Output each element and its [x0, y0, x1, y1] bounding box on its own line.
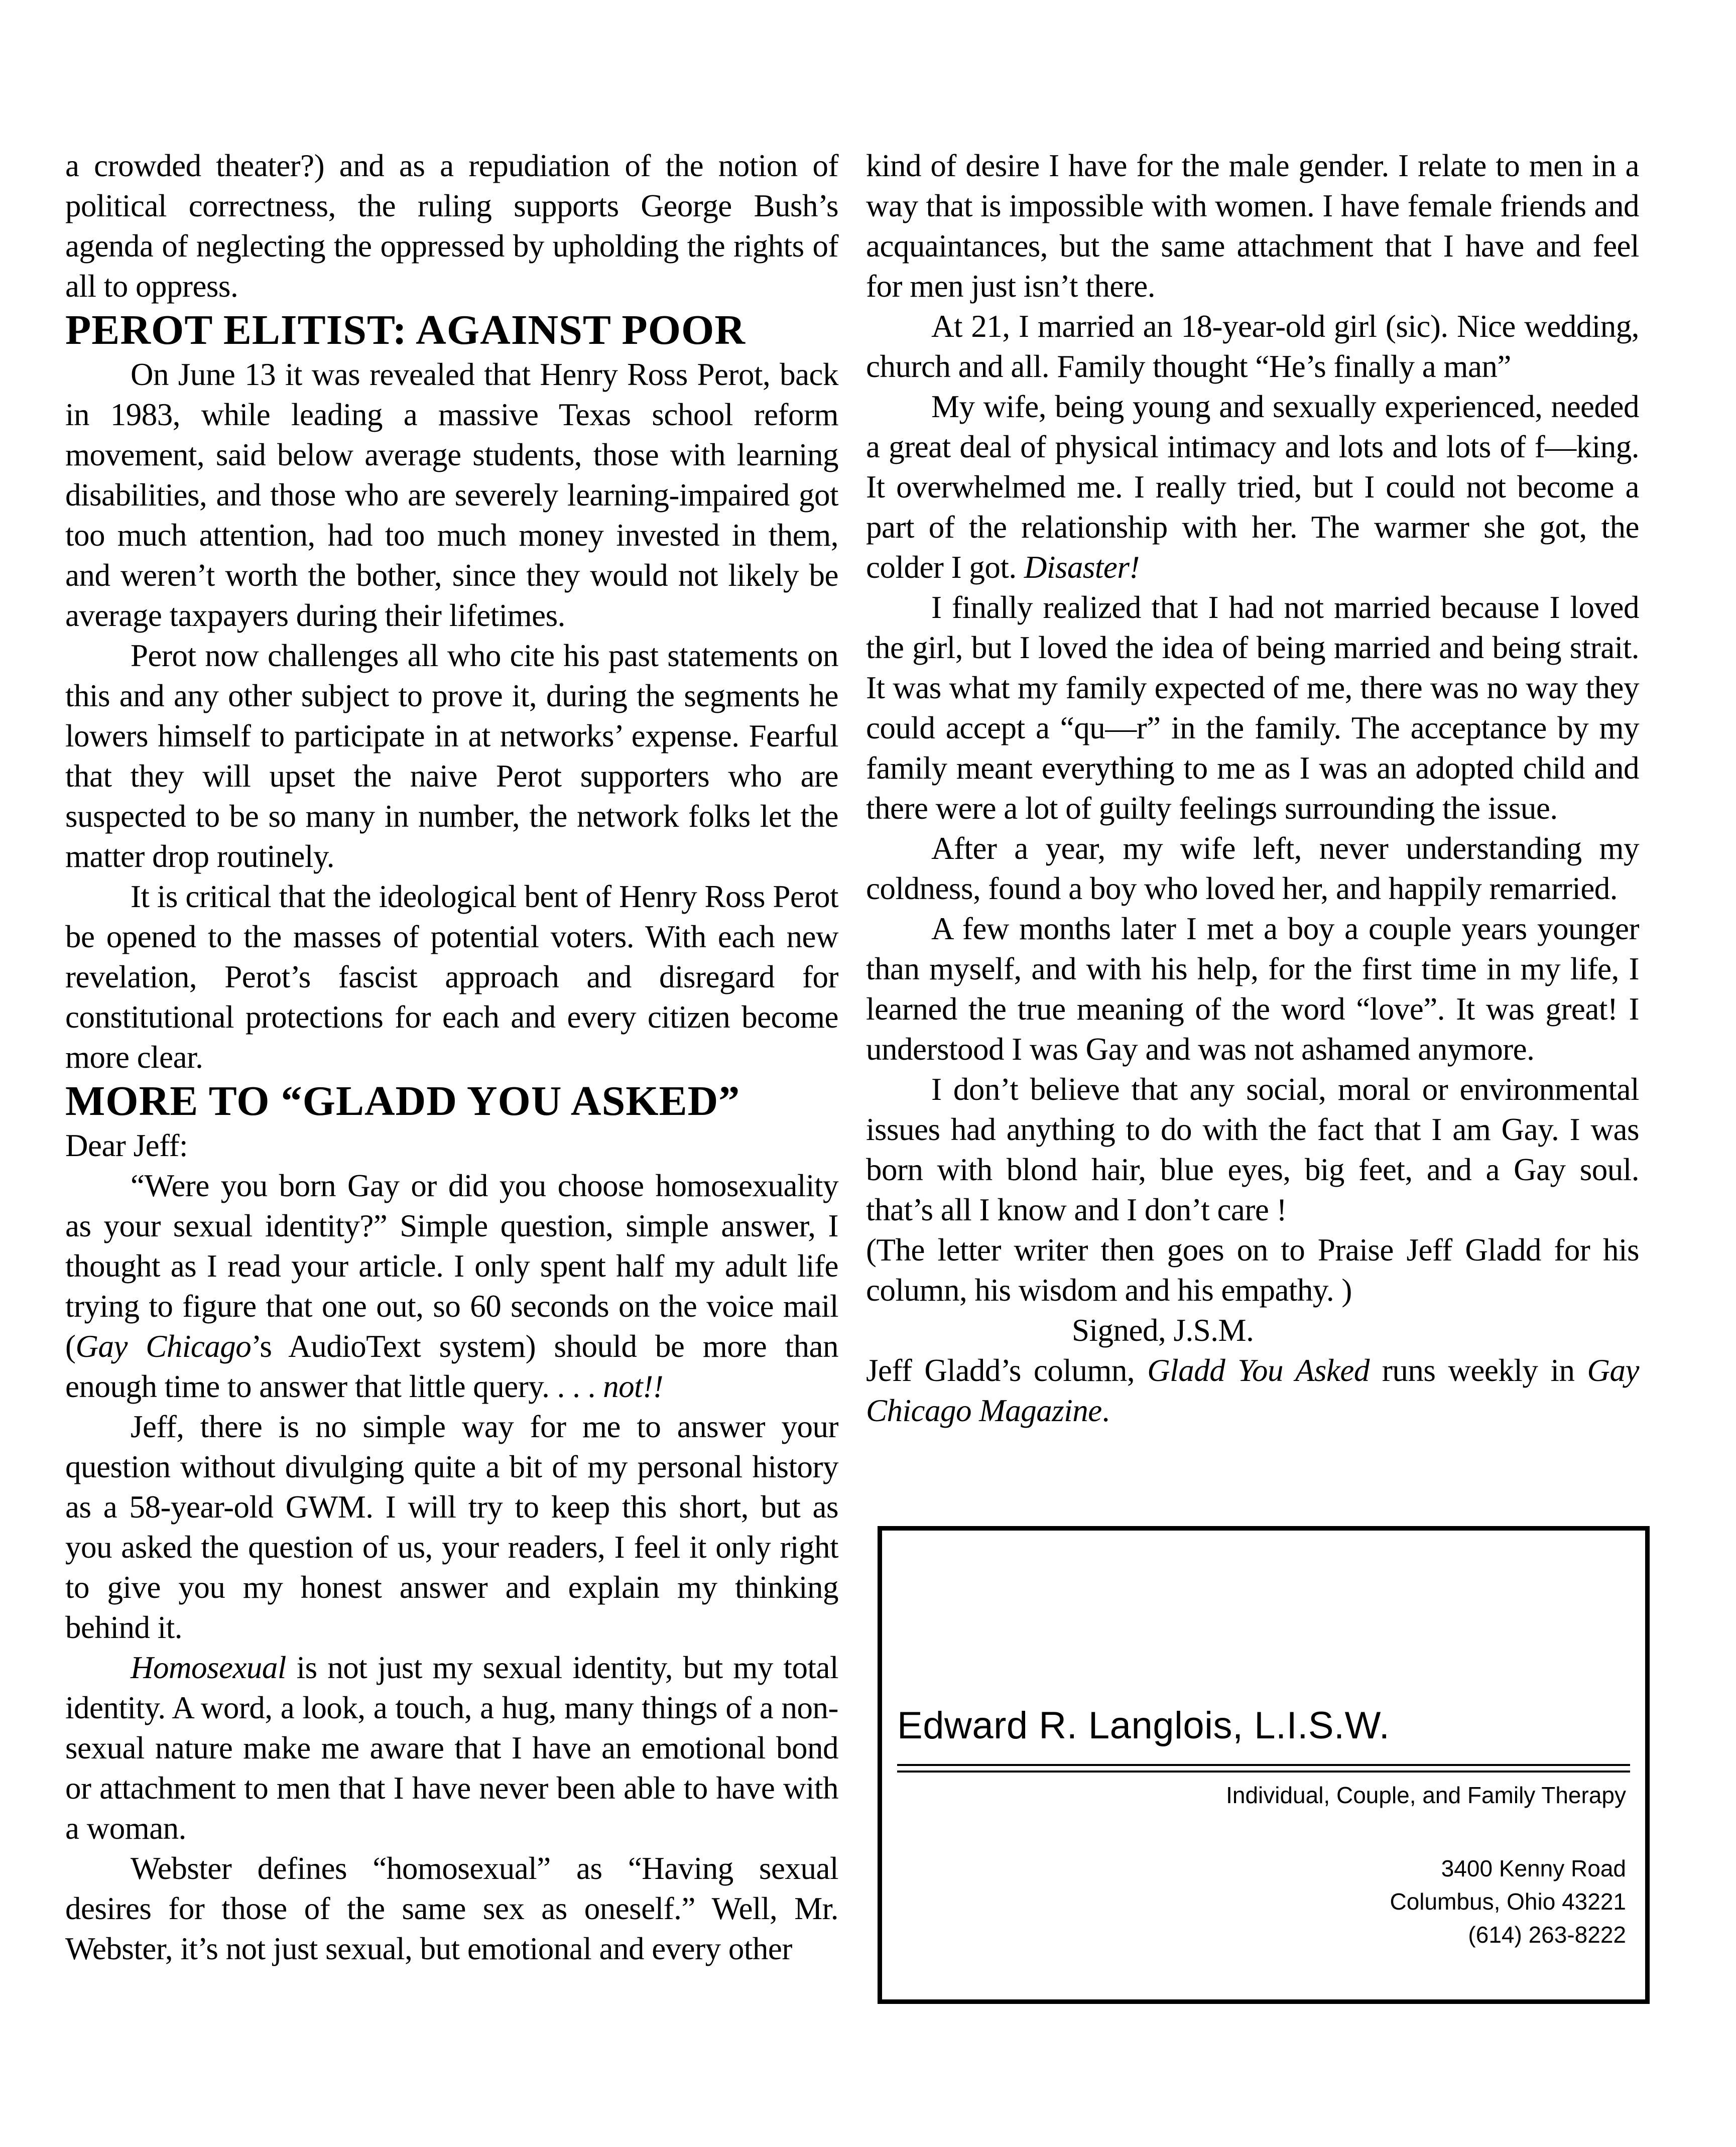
therapist-advertisement [878, 1526, 1650, 2004]
ad-city: Columbus, Ohio 43221 [1390, 1888, 1626, 1915]
letter-paragraph-months: A few months later I met a boy a couple years younger than myself, and with his help, for the first time in my life, I learned the true meaning of the word “love”. It was great! I understood I was Gay and was not ashamed anymore. [866, 911, 1639, 1067]
perot-paragraph-2: Perot now challenges all who cite his past statements on this and any other subject to prove it, during the segments he lowers himself to participate in at networks’ expense. Fearful that they will upset the naive Perot supporters who are suspected to be so many in number, the network folks let the matter drop routinely. [65, 638, 838, 874]
ad-rule-top [897, 1764, 1630, 1766]
letter-continuation: kind of desire I have for the male gender. I relate to men in a way that is impossible with women. I have female friends and acquaintances, but the same attachment that I have and feel for men just isn’t there. [866, 148, 1639, 304]
letter-paragraph-wife: My wife, being young and sexually experienced, needed a great deal of physical intimacy and lots and lots of f—king. It overwhelmed me. I really tried, but I could not become a part of the relationship with her. The warmer she got, the colder I got. Disaster! [866, 389, 1639, 585]
ad-street: 3400 Kenny Road [1441, 1855, 1626, 1881]
gladd-heading: MORE TO “GLADD YOU ASKED” [65, 1078, 740, 1124]
letter-paragraph-4: Webster defines “homosexual” as “Having sexual desires for those of the same sex as oneself.” Well, Mr. Webster, it’s not just sexual, but emotional and every other [65, 1851, 838, 1966]
salutation: Dear Jeff: [65, 1128, 188, 1163]
ad-address [1390, 1852, 1626, 1951]
letter-paragraph-married: At 21, I married an 18-year-old girl (sic). Nice wedding, church and all. Family thought “He’s finally a man” [866, 309, 1639, 384]
letter-paragraph-believe: I don’t believe that any social, moral or environmental issues had anything to do with the fact that I am Gay. I was born with blond hair, blue eyes, big feet, and a Gay soul. that’s all I know and I don’t care ! [866, 1072, 1639, 1227]
left-column [65, 146, 838, 1969]
ad-phone: (614) 263-8222 [1468, 1922, 1626, 1948]
letter-paragraph-1: “Were you born Gay or did you choose homosexuality as your sexual identity?” Simple question, simple answer, I thought as I read your article. I only spent half my adult life trying to figure that one out, so 60 seconds on the voice mail (Gay Chicago’s AudioText system) should be more than enough time to answer that little query. . . . not!! [65, 1168, 838, 1404]
continuation-paragraph: a crowded theater?) and as a repudiation of the notion of political correctness, the ruling supports George Bush’s agenda of neglecting the oppressed by upholding the rights of all to oppress. [65, 148, 838, 304]
ad-name: Edward R. Langlois, L.I.S.W. [897, 1704, 1390, 1747]
signature: Signed, J.S.M. [1072, 1313, 1254, 1348]
ad-rule-bottom [897, 1771, 1630, 1773]
editor-note: (The letter writer then goes on to Praise Jeff Gladd for his column, his wisdom and his empathy. ) [866, 1232, 1639, 1308]
column-footer: Jeff Gladd’s column, Gladd You Asked runs weekly in Gay Chicago Magazine. [866, 1353, 1639, 1428]
ad-tagline: Individual, Couple, and Family Therapy [1226, 1782, 1626, 1808]
letter-paragraph-year: After a year, my wife left, never understanding my coldness, found a boy who loved her, and happily remarried. [866, 831, 1639, 906]
letter-paragraph-2: Jeff, there is no simple way for me to answer your question without divulging quite a bit of my personal history as a 58-year-old GWM. I will try to keep this short, but as you asked the question of us, your readers, I feel it only right to give you my honest answer and explain my thinking behind it. [65, 1409, 838, 1645]
perot-paragraph-1: On June 13 it was revealed that Henry Ross Perot, back in 1983, while leading a massive Texas school reform movement, said below average students, those with learning disabilities, and those who are severely learning-impaired got too much attention, had too much money invested in them, and weren’t worth the bother, since they would not likely be average taxpayers during their lifetimes. [65, 357, 838, 633]
perot-heading: PEROT ELITIST: AGAINST POOR [65, 307, 746, 353]
letter-paragraph-3: Homosexual is not just my sexual identity, but my total identity. A word, a look, a touch, a hug, many things of a non-sexual nature make me aware that I have an emotional bond or attachment to men that I have never been able to have with a woman. [65, 1650, 838, 1846]
perot-paragraph-3: It is critical that the ideological bent of Henry Ross Perot be opened to the masses of potential voters. With each new revelation, Perot’s fascist approach and disregard for constitutional protections for each and every citizen become more clear. [65, 879, 838, 1075]
letter-paragraph-realized: I finally realized that I had not married because I loved the girl, but I loved the idea of being married and being strait. It was what my family expected of me, there was no way they could accept a “qu—r” in the family. The acceptance by my family meant everything to me as I was an adopted child and there were a lot of guilty feelings surrounding the issue. [866, 590, 1639, 826]
right-column [866, 146, 1639, 1431]
